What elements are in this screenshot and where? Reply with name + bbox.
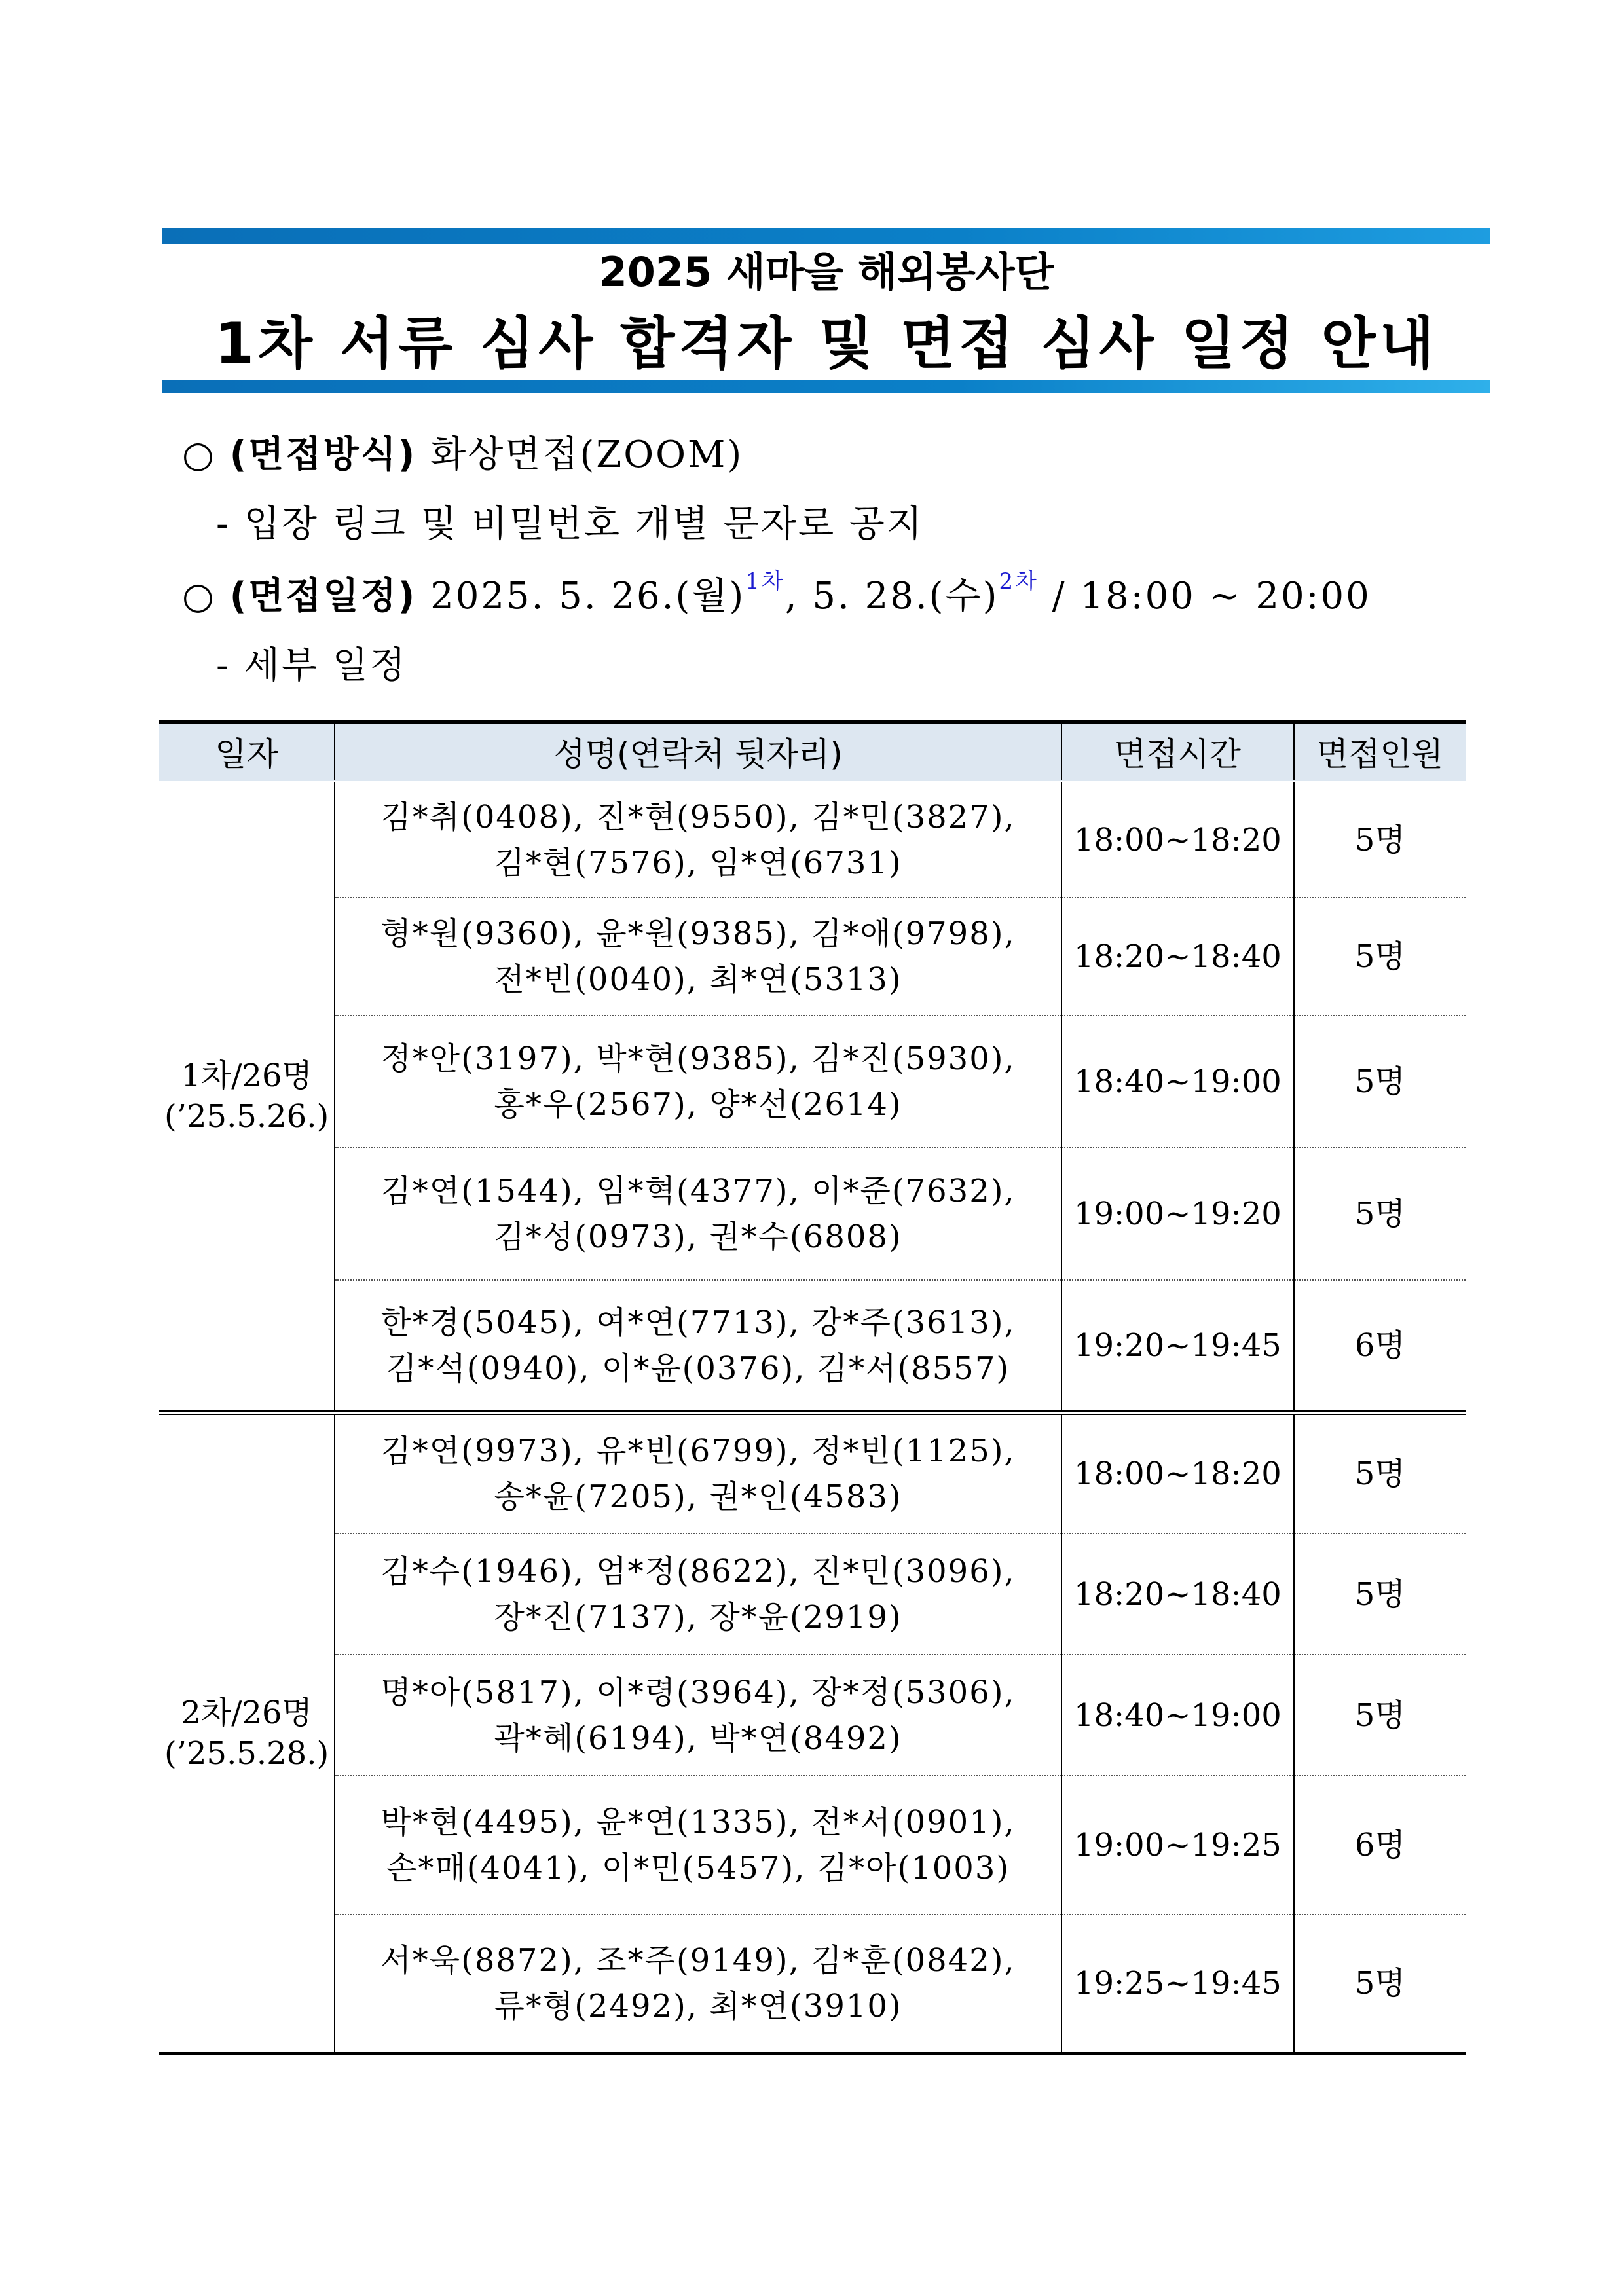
time-cell: 18:00~18:20 <box>1061 781 1294 898</box>
names-line: 한*경(5045), 여*연(7713), 강*주(3613), <box>380 1304 1016 1341</box>
page-title: 1차 서류 심사 합격자 및 면접 심사 일정 안내 <box>215 311 1438 376</box>
count-cell: 5명 <box>1294 1016 1466 1148</box>
table-row <box>159 898 1466 1016</box>
table-header-row <box>159 722 1466 782</box>
table-row <box>159 1655 1466 1776</box>
count-cell: 5명 <box>1294 1655 1466 1776</box>
bullet-icon: ○ <box>182 575 216 617</box>
bullet-icon: ○ <box>182 433 216 476</box>
table-row <box>159 1280 1466 1412</box>
names-line: 정*안(3197), 박*현(9385), 김*진(5930), <box>380 1040 1016 1077</box>
time-cell: 18:40~19:00 <box>1061 1655 1294 1776</box>
names-line: 명*아(5817), 이*령(3964), 장*정(5306), <box>380 1674 1016 1711</box>
names-line: 장*진(7137), 장*윤(2919) <box>494 1598 902 1636</box>
time-cell: 18:20~18:40 <box>1061 898 1294 1016</box>
count-cell: 6명 <box>1294 1280 1466 1412</box>
names-cell <box>335 1776 1061 1915</box>
time-cell: 19:20~19:45 <box>1061 1280 1294 1412</box>
names-line: 형*원(9360), 윤*원(9385), 김*애(9798), <box>380 915 1016 952</box>
table-row <box>159 1016 1466 1148</box>
method-value: 화상면접(ZOOM) <box>430 433 744 476</box>
day-date: (’25.5.26.) <box>164 1098 329 1135</box>
count-cell: 5명 <box>1294 1915 1466 2053</box>
names-cell <box>335 1533 1061 1655</box>
names-cell <box>335 1016 1061 1148</box>
count-cell: 5명 <box>1294 1412 1466 1533</box>
method-line <box>182 432 743 478</box>
count-cell: 5명 <box>1294 1148 1466 1280</box>
day-cell <box>159 1412 335 2053</box>
names-line: 김*현(7576), 임*연(6731) <box>494 844 902 881</box>
names-line: 곽*혜(6194), 박*연(8492) <box>494 1719 902 1757</box>
schedule-sep: , <box>784 575 799 617</box>
header-count: 면접인원 <box>1294 722 1466 782</box>
names-cell <box>335 1655 1061 1776</box>
time-cell: 19:00~19:25 <box>1061 1776 1294 1915</box>
schedule-line <box>182 568 1371 619</box>
table-row <box>159 1533 1466 1655</box>
names-line: 서*욱(8872), 조*주(9149), 김*훈(0842), <box>380 1942 1016 1979</box>
count-cell: 6명 <box>1294 1776 1466 1915</box>
table-row <box>159 1915 1466 2053</box>
names-line: 박*현(4495), 윤*연(1335), 전*서(0901), <box>380 1804 1016 1841</box>
interview-schedule-table <box>159 720 1466 2055</box>
day-label: 2차/26명 <box>181 1695 312 1731</box>
names-line: 손*매(4041), 이*민(5457), 김*아(1003) <box>386 1850 1010 1886</box>
method-label: (면접방식) <box>229 433 417 476</box>
header-time: 면접시간 <box>1061 722 1294 782</box>
names-line: 김*취(0408), 진*현(9550), 김*민(3827), <box>380 798 1016 835</box>
table-row <box>159 781 1466 898</box>
day-label: 1차/26명 <box>181 1057 312 1095</box>
names-line: 홍*우(2567), 양*선(2614) <box>494 1086 902 1123</box>
page-subtitle: 2025 새마을 해외봉사단 <box>599 248 1054 296</box>
schedule-date2-round: 2차 <box>999 568 1039 595</box>
names-cell <box>335 1280 1061 1412</box>
names-cell <box>335 1148 1061 1280</box>
names-line: 김*성(0973), 권*수(6808) <box>494 1219 902 1255</box>
table-row <box>159 1776 1466 1915</box>
title-bottom-bar <box>162 380 1490 393</box>
table-row <box>159 1412 1466 1533</box>
names-line: 김*석(0940), 이*윤(0376), 김*서(8557) <box>386 1349 1010 1387</box>
schedule-date2: 5. 28.(수) <box>812 575 999 617</box>
title-top-bar <box>162 228 1490 244</box>
time-cell: 18:40~19:00 <box>1061 1016 1294 1148</box>
count-cell: 5명 <box>1294 1533 1466 1655</box>
time-cell: 19:00~19:20 <box>1061 1148 1294 1280</box>
count-cell: 5명 <box>1294 781 1466 898</box>
names-line: 류*형(2492), 최*연(3910) <box>494 1988 902 2025</box>
table-row <box>159 1148 1466 1280</box>
names-line: 김*연(9973), 유*빈(6799), 정*빈(1125), <box>380 1432 1016 1469</box>
names-line: 김*수(1946), 엄*정(8622), 진*민(3096), <box>380 1552 1016 1590</box>
schedule-date1-round: 1차 <box>745 568 785 595</box>
day-cell <box>159 781 335 1412</box>
names-line: 김*연(1544), 임*혁(4377), 이*준(7632), <box>380 1173 1016 1209</box>
schedule-sub: - 세부 일정 <box>216 644 407 687</box>
names-cell <box>335 781 1061 898</box>
schedule-date1: 2025. 5. 26.(월) <box>430 575 746 617</box>
names-cell <box>335 898 1061 1016</box>
day-date: (’25.5.28.) <box>164 1735 329 1772</box>
header-date: 일자 <box>159 722 335 782</box>
schedule-time: / 18:00 ~ 20:00 <box>1052 575 1371 617</box>
names-line: 전*빈(0040), 최*연(5313) <box>494 961 902 998</box>
header-names: 성명(연락처 뒷자리) <box>335 722 1061 782</box>
time-cell: 19:25~19:45 <box>1061 1915 1294 2053</box>
count-cell: 5명 <box>1294 898 1466 1016</box>
time-cell: 18:00~18:20 <box>1061 1412 1294 1533</box>
names-cell <box>335 1915 1061 2053</box>
names-cell <box>335 1412 1061 1533</box>
time-cell: 18:20~18:40 <box>1061 1533 1294 1655</box>
method-sub: - 입장 링크 및 비밀번호 개별 문자로 공지 <box>216 503 925 545</box>
schedule-label: (면접일정) <box>229 575 417 617</box>
names-line: 송*윤(7205), 권*인(4583) <box>494 1478 902 1515</box>
